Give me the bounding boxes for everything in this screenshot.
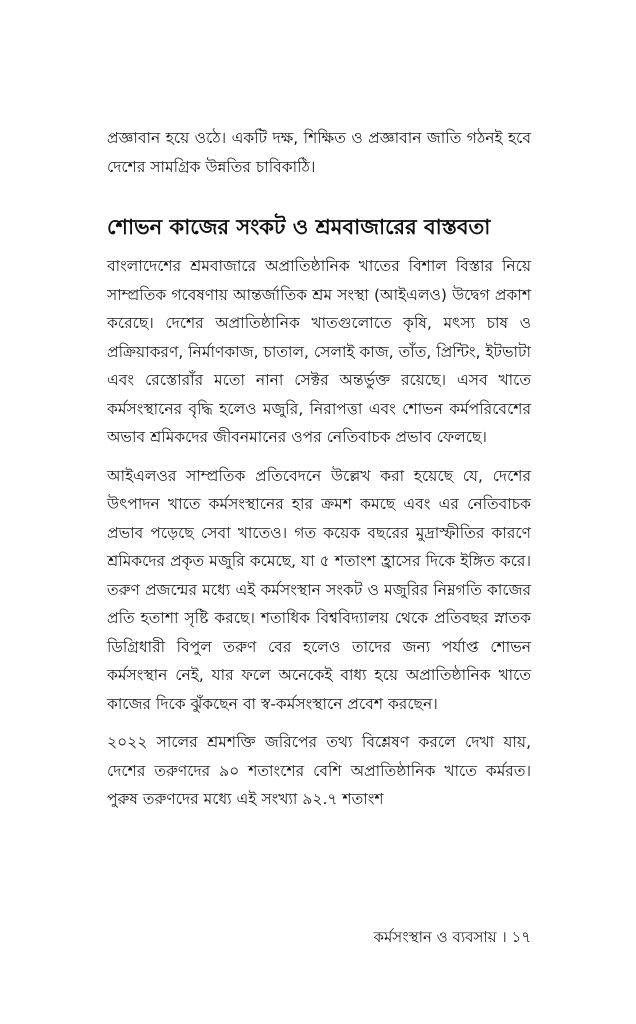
- section-heading: শোভন কাজের সংকট ও শ্রমবাজারের বাস্তবতা: [107, 215, 491, 239]
- body-paragraph-1: বাংলাদেশের শ্রমবাজারে অপ্রাতিষ্ঠানিক খাতের বিশাল বিস্তার নিয়ে সাম্প্রতিক গবেষণায় আন্তর্জাতিক শ্রম সংস্থা (আইএলও) উদ্বেগ প্রকাশ করেছে। দেশের অপ্রাতিষ্ঠানিক খাতগুলোতে কৃষি, মৎস্য চাষ ও প্রক্রিয়াকরণ, নির্মাণকাজ, চাতাল, সেলাই কাজ, তাঁত, প্রিন্টিং, ইটভাটা এবং রেস্তোরাঁর মতো নানা সেক্টর অন্তর্ভুক্ত রয়েছে। এসব খাতে কর্মসংস্থানের বৃদ্ধি হলেও মজুরি, নিরাপত্তা এবং শোভন কর্মপরিবেশের অভাব শ্রমিকদের জীবনমানের ওপর নেতিবাচক প্রভাব ফেলছে।: [107, 257, 531, 446]
- body-paragraph-3: ২০২২ সালের শ্রমশক্তি জরিপের তথ্য বিশ্লেষণ করলে দেখা যায়, দেশের তরুণদের ৯০ শতাংশের বেশি অপ্রাতিষ্ঠানিক খাতে কর্মরত। পুরুষ তরুণদের মধ্যে এই সংখ্যা ৯২.৭ শতাংশ: [107, 733, 531, 808]
- body-paragraph-2: আইএলওর সাম্প্রতিক প্রতিবেদনে উল্লেখ করা হয়েছে যে, দেশের উৎপাদন খাতে কর্মসংস্থানের হার ক্রমশ কমছে এবং এর নেতিবাচক প্রভাব পড়েছে সেবা খাতেও। গত কয়েক বছরের মুদ্রাস্ফীতির কারণে শ্রমিকদের প্রকৃত মজুরি কমেছে, যা ৫ শতাংশ হ্রাসের দিকে ইঙ্গিত করে। তরুণ প্রজন্মের মধ্যে এই কর্মসংস্থান সংকট ও মজুরির নিম্নগতি কাজের প্রতি হতাশা সৃষ্টি করছে। শতাধিক বিশ্ববিদ্যালয় থেকে প্রতিবছর স্নাতক ডিগ্রিধারী বিপুল তরুণ বের হলেও তাদের জন্য পর্যাপ্ত শোভন কর্মসংস্থান নেই, যার ফলে অনেকেই বাধ্য হয়ে অপ্রাতিষ্ঠানিক খাতে কাজের দিকে ঝুঁকছেন বা স্ব-কর্মসংস্থানে প্রবেশ করছেন।: [107, 466, 531, 713]
- intro-paragraph: প্রজ্ঞাবান হয়ে ওঠে। একটি দক্ষ, শিক্ষিত ও প্রজ্ঞাবান জাতি গঠনই হবে দেশের সামগ্রিক উন্নতির চাবিকাঠি।: [107, 129, 531, 176]
- page-body: [107, 124, 531, 814]
- running-footer: কর্মসংস্থান ও ব্যবসায় । ১৭: [373, 928, 531, 946]
